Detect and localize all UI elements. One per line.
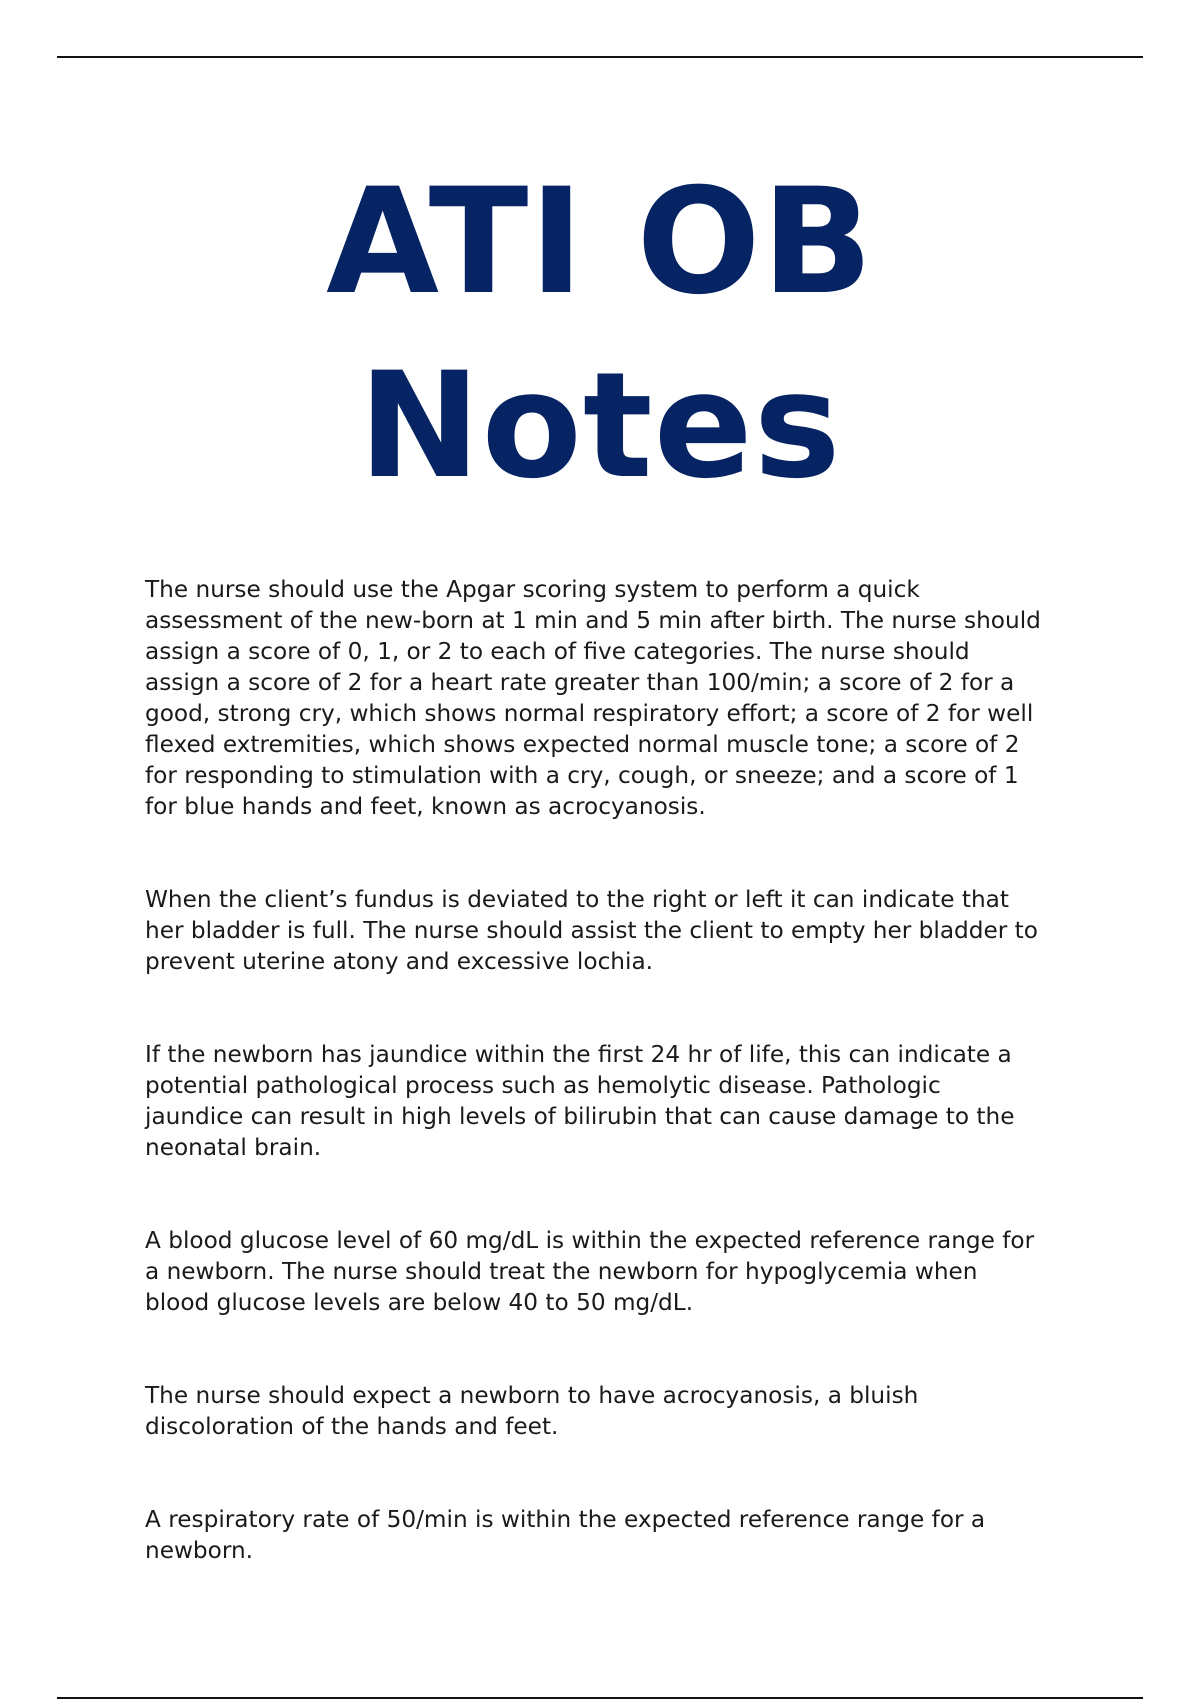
document-body	[145, 574, 1090, 1566]
document-title	[0, 150, 1200, 518]
paragraph-respiratory-rate: A respiratory rate of 50/min is within the expected reference range for a newborn.	[145, 1506, 986, 1564]
paragraph-acrocyanosis: The nurse should expect a newborn to have acrocyanosis, a bluish discoloration of the hands and feet.	[145, 1382, 919, 1440]
paragraph-fundus: When the client’s fundus is deviated to the right or left it can indicate that her bladder is full. The nurse should assist the client to empty her bladder to prevent uterine atony and excessive lochia.	[145, 886, 1038, 975]
bottom-rule	[57, 1697, 1143, 1699]
title-line-1: ATI OB	[326, 157, 874, 327]
top-rule	[57, 56, 1143, 58]
paragraph-jaundice: If the newborn has jaundice within the first 24 hr of life, this can indicate a potential pathological process such as hemolytic disease. Pathologic jaundice can result in high levels of bilirubin that can cause damage to the neonatal brain.	[145, 1041, 1015, 1161]
title-line-2: Notes	[358, 341, 842, 511]
paragraph-blood-glucose: A blood glucose level of 60 mg/dL is within the expected reference range for a newborn. The nurse should treat the newborn for hypoglycemia when blood glucose levels are below 40 to 50 mg/dL.	[145, 1227, 1035, 1316]
paragraph-apgar: The nurse should use the Apgar scoring system to perform a quick assessment of the new-born at 1 min and 5 min after birth. The nurse should assign a score of 0, 1, or 2 to each of five categories. The nurse should assign a score of 2 for a heart rate greater than 100/min; a score of 2 for a good, strong cry, which shows normal respiratory effort; a score of 2 for well flexed extremities, which shows expected normal muscle tone; a score of 2 for responding to stimulation with a cry, cough, or sneeze; and a score of 1 for blue hands and feet, known as acrocyanosis.	[145, 576, 1041, 820]
